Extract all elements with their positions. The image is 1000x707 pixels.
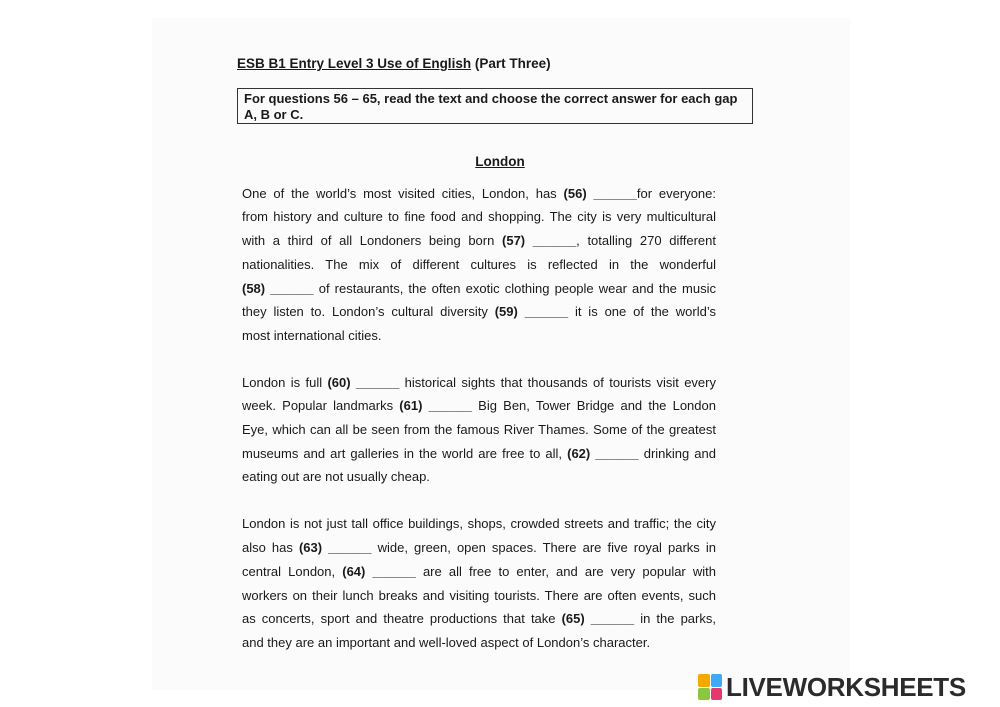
- liveworksheets-logo-icon: [698, 674, 722, 700]
- gap-blank[interactable]: (59) ______: [494, 304, 569, 319]
- gap-blank[interactable]: (63) ______: [298, 540, 372, 555]
- passage-line: [242, 564, 716, 580]
- line-text: of restaurants, the often exotic clothing people wear and the music: [313, 281, 716, 296]
- line-text: in the parks,: [634, 611, 716, 626]
- line-text: museums and art galleries in the world are free to all,: [242, 446, 568, 461]
- line-text: and they are an important and well-loved aspect of London’s character.: [242, 635, 651, 650]
- passage-line: [242, 209, 716, 225]
- line-text: with a third of all Londoners being born: [242, 233, 503, 248]
- gap-blank[interactable]: (65) ______: [561, 611, 635, 626]
- line-text: workers on their lunch breaks and visiting tourists. There are often events, such: [242, 588, 716, 603]
- line-text: Eye, which can all be seen from the famous River Thames. Some of the greatest: [242, 422, 716, 437]
- gap-blank[interactable]: (60) ______: [327, 375, 400, 390]
- line-text: London is full: [242, 375, 328, 390]
- passage-line: [242, 304, 716, 320]
- passage-line: [242, 422, 716, 438]
- line-text: historical sights that thousands of tourists visit every: [399, 375, 716, 390]
- passage-line: [242, 469, 716, 485]
- line-text: , totalling 270 different: [576, 233, 716, 248]
- line-text: it is one of the world’s: [568, 304, 716, 319]
- passage-line: [242, 257, 716, 273]
- text-title-wrapper: [0, 154, 1000, 169]
- gap-blank[interactable]: (56) ______: [563, 186, 637, 201]
- line-text: also has: [242, 540, 299, 555]
- line-text: One of the world’s most visited cities, London, has: [242, 186, 564, 201]
- passage-line: [242, 281, 716, 297]
- line-text: are all free to enter, and are very popular with: [415, 564, 716, 579]
- line-text: nationalities. The mix of different cultures is reflected in the wonderful: [242, 257, 716, 272]
- passage-line: [242, 375, 716, 391]
- passage-line: [242, 516, 716, 532]
- passage-line: [242, 611, 716, 627]
- text-title: London: [475, 154, 525, 169]
- gap-blank[interactable]: (58) ______: [242, 281, 314, 296]
- passage-line: [242, 540, 716, 556]
- logo-square: [711, 688, 723, 701]
- gap-blank[interactable]: (61) ______: [399, 398, 472, 413]
- line-text: most international cities.: [242, 328, 382, 343]
- gap-blank[interactable]: (57) ______: [502, 233, 577, 248]
- passage-line: [242, 588, 716, 604]
- line-text: eating out are not usually cheap.: [242, 469, 430, 484]
- line-text: they listen to. London’s cultural diversity: [242, 304, 495, 319]
- passage-line: [242, 233, 716, 249]
- line-text: central London,: [242, 564, 343, 579]
- header-part: (Part Three): [474, 56, 551, 71]
- gap-blank[interactable]: (64) ______: [342, 564, 416, 579]
- gap-blank[interactable]: (62) ______: [567, 446, 639, 461]
- instructions-box: For questions 56 – 65, read the text and choose the correct answer for each gap A, B or C.: [237, 88, 753, 124]
- line-text: wide, green, open spaces. There are five royal parks in: [371, 540, 716, 555]
- line-text: drinking and: [638, 446, 716, 461]
- brand-text: LIVEWORKSHEETS: [726, 671, 966, 702]
- header-title: ESB B1 Entry Level 3 Use of English: [237, 56, 472, 71]
- line-text: Big Ben, Tower Bridge and the London: [471, 398, 716, 413]
- line-text: as concerts, sport and theatre productions that take: [242, 611, 562, 626]
- worksheet-header: [237, 56, 551, 71]
- logo-square: [698, 674, 710, 687]
- passage-line: [242, 398, 716, 414]
- line-text: from history and culture to fine food and shopping. The city is very multicultural: [242, 209, 716, 224]
- logo-square: [698, 688, 710, 701]
- line-text: week. Popular landmarks: [242, 398, 400, 413]
- logo-square: [711, 674, 723, 687]
- passage-line: [242, 446, 716, 462]
- passage-line: [242, 328, 716, 344]
- passage-line: [242, 186, 716, 202]
- line-text: London is not just tall office buildings, shops, crowded streets and traffic; the city: [242, 516, 716, 531]
- passage-line: [242, 635, 716, 651]
- line-text: for everyone:: [636, 186, 716, 201]
- liveworksheets-brand: [698, 672, 966, 702]
